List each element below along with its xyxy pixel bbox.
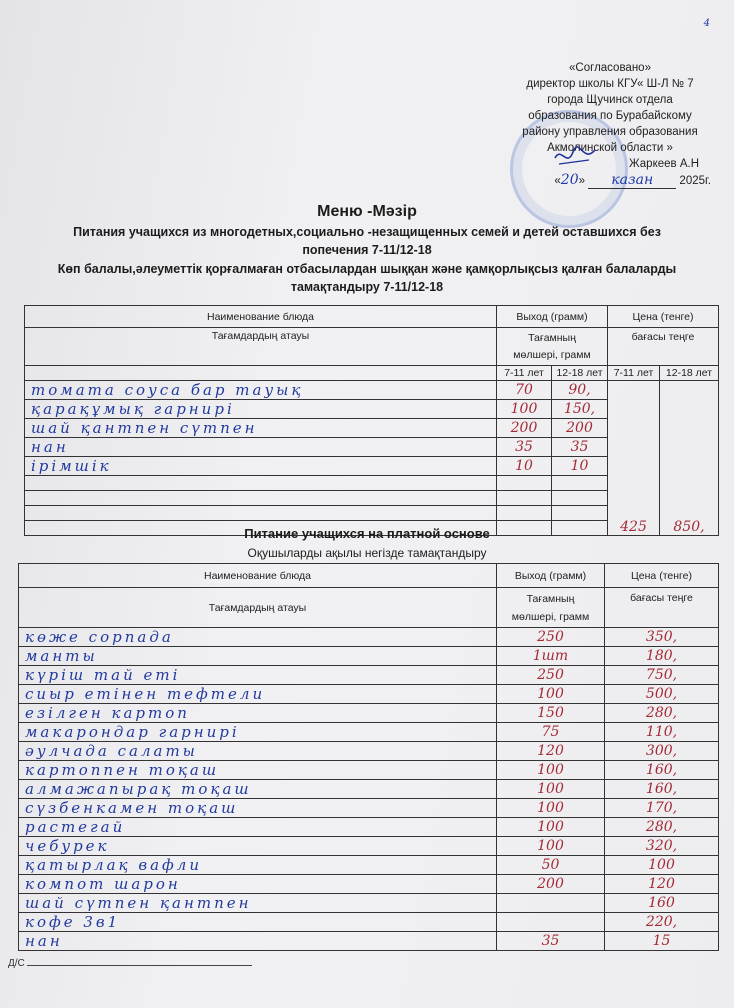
dish-name: сүзбенкамен тоқаш: [19, 799, 497, 818]
dish-price: 500,: [605, 685, 719, 704]
dish-price: 320,: [605, 837, 719, 856]
dish-name: көже сорпада: [19, 628, 497, 647]
dish-weight: 120: [497, 742, 605, 761]
empty-cell: [552, 476, 608, 491]
dish-name: компот шарон: [19, 875, 497, 894]
approval-line: Акмолинской области »: [547, 142, 673, 154]
empty-cell: [497, 476, 552, 491]
dish-price: 160: [605, 894, 719, 913]
empty-cell: [497, 506, 552, 521]
approval-line: «Согласовано»: [569, 62, 651, 74]
dish-weight: 50: [497, 856, 605, 875]
date-year: 2025г.: [679, 175, 711, 187]
header-dish-name: Наименование блюда: [19, 564, 497, 588]
footer-director-signature: [8, 958, 252, 969]
dish-name: күріш тай еті: [19, 666, 497, 685]
age-col-7-11: 7-11 лет: [497, 366, 552, 381]
date-prefix: «: [554, 175, 561, 187]
output-12-18: 10: [552, 457, 608, 476]
dish-weight: 1шт: [497, 647, 605, 666]
dish-price: 160,: [605, 761, 719, 780]
dish-name: қатырлақ вафли: [19, 856, 497, 875]
header-dish-name-kz: Тағамдардың атауы: [19, 588, 497, 628]
dish-weight: 100: [497, 685, 605, 704]
dish-weight: [497, 913, 605, 932]
age-col-7-11-price: 7-11 лет: [608, 366, 660, 381]
dish-name: ірімшік: [25, 457, 497, 476]
output-12-18: 35: [552, 438, 608, 457]
dish-price: 350,: [605, 628, 719, 647]
dish-weight: 200: [497, 875, 605, 894]
dish-price: 120: [605, 875, 719, 894]
subtitle-ru-2: попечения 7-11/12-18: [302, 243, 432, 257]
header-output-kz-line2: мөлшері, грамм: [511, 610, 590, 623]
dish-weight: 35: [497, 932, 605, 951]
empty-row: [25, 476, 497, 491]
dish-name: шай сүтпен қантпен: [19, 894, 497, 913]
header-output-kz-line1: Тағамның: [528, 331, 576, 344]
output-7-11: 10: [497, 457, 552, 476]
subtitle-ru-1: Питания учащихся из многодетных,социально -незащищенных семей и детей оставшихся без: [73, 225, 661, 239]
header-dish-name: Наименование блюда: [25, 306, 497, 328]
dish-weight: 75: [497, 723, 605, 742]
dish-name: шай қантпен сүтпен: [25, 419, 497, 438]
dish-price: 160,: [605, 780, 719, 799]
subtitle-kz-1: Көп балалы,әлеуметтік қорғалмаған отбасылардан шыққан және қамқорлықсыз қалған балаларды: [57, 262, 677, 276]
date-mid: »: [578, 175, 586, 187]
dish-name: нан: [25, 438, 497, 457]
footer-label: Д/С: [8, 958, 25, 969]
header-price: Цена (тенге): [605, 564, 719, 588]
approval-line: директор школы КГУ« Ш-Л № 7: [526, 78, 694, 90]
paid-menu-table: [18, 563, 719, 951]
dish-weight: 100: [497, 780, 605, 799]
header-dish-name-kz: Тағамдардың атауы: [25, 328, 497, 366]
dish-weight: 100: [497, 818, 605, 837]
dish-name: чебурек: [19, 837, 497, 856]
dish-price: 15: [605, 932, 719, 951]
header-price-kz: бағасы теңге: [605, 588, 719, 628]
dish-name: манты: [19, 647, 497, 666]
page-number: 4: [703, 18, 710, 29]
date-month: казан: [588, 172, 676, 189]
dish-price: 180,: [605, 647, 719, 666]
subsidized-menu-table: [24, 305, 719, 536]
dish-price: 280,: [605, 818, 719, 837]
output-12-18: 200: [552, 419, 608, 438]
dish-weight: 100: [497, 761, 605, 780]
date-day: 20: [560, 172, 579, 188]
empty-cell: [552, 506, 608, 521]
dish-name: макарондар гарнирі: [19, 723, 497, 742]
signature-name: Жаркеев А.Н: [629, 158, 699, 170]
header-output: Выход (грамм): [497, 306, 608, 328]
empty-cell: [552, 491, 608, 506]
paid-section-subtitle: Оқушыларды ақылы негізде тамақтандыру: [247, 546, 487, 560]
header-output: Выход (грамм): [497, 564, 605, 588]
dish-name: әулчада салаты: [19, 742, 497, 761]
menu-title: Меню -Мәзір: [317, 203, 417, 220]
dish-name: қарақұмық гарнирі: [25, 400, 497, 419]
blank-cell: [25, 366, 497, 381]
dish-price: 170,: [605, 799, 719, 818]
dish-name: алмажапырақ тоқаш: [19, 780, 497, 799]
dish-name: сиыр етінен тефтели: [19, 685, 497, 704]
output-7-11: 100: [497, 400, 552, 419]
header-output-kz-line2: мөлшері, грамм: [513, 348, 591, 361]
empty-row: [25, 506, 497, 521]
empty-row: [25, 491, 497, 506]
dish-price: 220,: [605, 913, 719, 932]
output-12-18: 150,: [552, 400, 608, 419]
dish-price: 110,: [605, 723, 719, 742]
age-col-12-18: 12-18 лет: [552, 366, 608, 381]
dish-name: томата соуса бар тауық: [25, 381, 497, 400]
total-price-12-18: 850,: [660, 381, 719, 536]
dish-weight: 250: [497, 628, 605, 647]
approval-block: [505, 60, 715, 189]
dish-price: 750,: [605, 666, 719, 685]
dish-name: нан: [19, 932, 497, 951]
dish-name: езілген картоп: [19, 704, 497, 723]
dish-weight: 100: [497, 837, 605, 856]
output-7-11: 35: [497, 438, 552, 457]
approval-line: району управления образования: [522, 126, 698, 138]
dish-price: 300,: [605, 742, 719, 761]
dish-name: кофе 3в1: [19, 913, 497, 932]
total-price-7-11: 425: [608, 381, 660, 536]
header-output-kz: [497, 588, 605, 628]
signature-row: [505, 156, 715, 172]
dish-weight: [497, 894, 605, 913]
header-output-kz-line1: Тағамның: [526, 592, 575, 605]
handwritten-signature: [553, 144, 597, 172]
dish-price: 280,: [605, 704, 719, 723]
dish-name: растегай: [19, 818, 497, 837]
dish-price: 100: [605, 856, 719, 875]
dish-weight: 100: [497, 799, 605, 818]
approval-line: города Щучинск отдела: [547, 94, 673, 106]
dish-weight: 150: [497, 704, 605, 723]
output-7-11: 200: [497, 419, 552, 438]
age-col-12-18-price: 12-18 лет: [660, 366, 719, 381]
approval-date: [505, 172, 715, 189]
header-output-kz: [497, 328, 608, 366]
signature-line: [27, 965, 252, 966]
paid-section-title: Питание учащихся на платной основе: [244, 526, 490, 541]
dish-name: картоппен тоқаш: [19, 761, 497, 780]
header-price: Цена (тенге): [608, 306, 719, 328]
subtitle-kz-2: тамақтандыру 7-11/12-18: [290, 280, 444, 294]
header-price-kz: бағасы теңге: [608, 328, 719, 366]
output-12-18: 90,: [552, 381, 608, 400]
dish-weight: 250: [497, 666, 605, 685]
empty-cell: [497, 491, 552, 506]
approval-line: образования по Бурабайскому: [528, 110, 692, 122]
output-7-11: 70: [497, 381, 552, 400]
